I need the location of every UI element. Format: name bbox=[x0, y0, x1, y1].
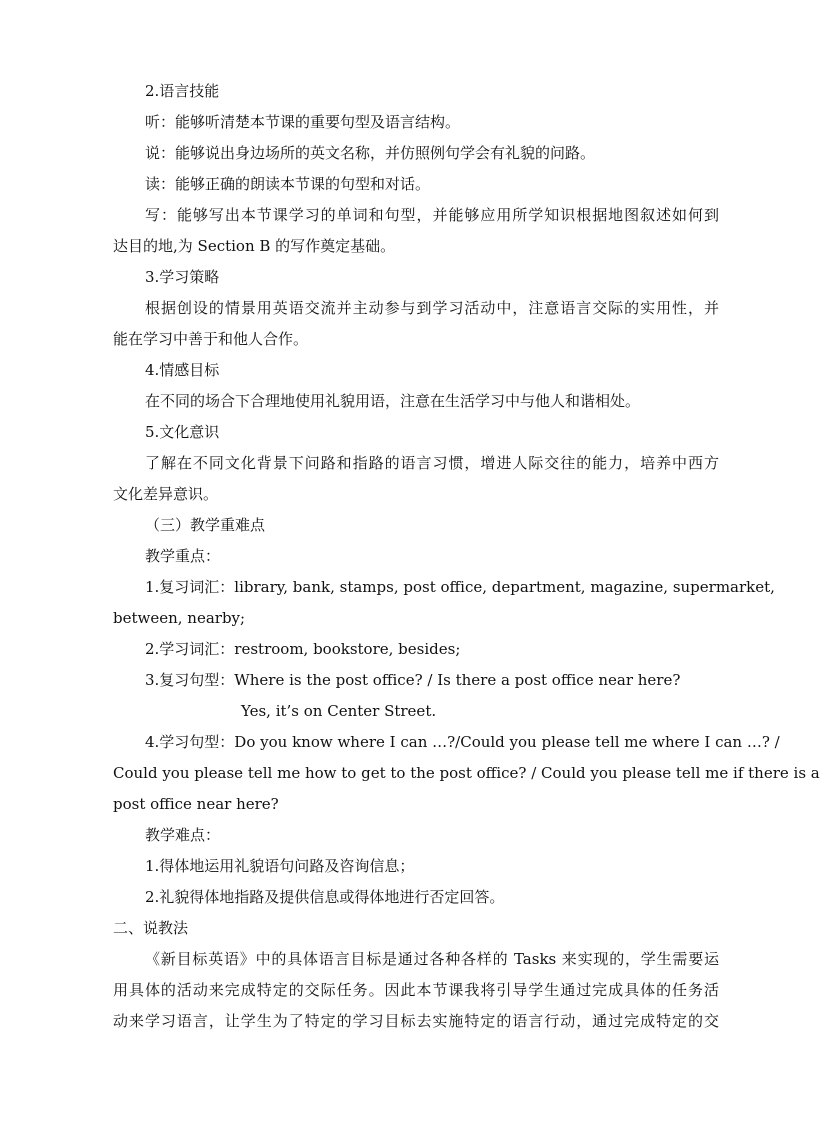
heading-emotional-goal: 4.情感目标 bbox=[145, 361, 220, 379]
heading-cultural-awareness: 5.文化意识 bbox=[145, 423, 220, 441]
learn-sentences-line-3: post office near here? bbox=[113, 795, 279, 813]
learn-vocabulary: 2.学习词汇：restroom, bookstore, besides; bbox=[145, 640, 461, 658]
emotional-paragraph: 在不同的场合下合理地使用礼貌用语，注意在生活学习中与他人和谐相处。 bbox=[145, 392, 641, 410]
difficult-point-2: 2.礼貌得体地指路及提供信息或得体地进行否定回答。 bbox=[145, 888, 505, 906]
culture-paragraph-line-2: 文化差异意识。 bbox=[113, 485, 219, 503]
difficult-point-1: 1.得体地运用礼貌语句问路及咨询信息； bbox=[145, 857, 415, 875]
learn-sentences-line-2: Could you please tell me how to get to the post office? / Could you please tell me if there is a bbox=[113, 764, 820, 782]
review-vocabulary-line-2: between, nearby; bbox=[113, 609, 246, 627]
method-paragraph-line-3: 动来学习语言，让学生为了特定的学习目标去实施特定的语言行动，通过完成特定的交 bbox=[113, 1012, 719, 1030]
writing-paragraph-line-2: 达目的地,为 Section B 的写作奠定基础。 bbox=[113, 237, 396, 255]
heading-key-difficult-points: （三）教学重难点 bbox=[145, 516, 266, 534]
heading-teaching-method: 二、说教法 bbox=[113, 919, 189, 937]
review-vocabulary-line-1: 1.复习词汇：library, bank, stamps, post office, department, magazine, supermarket, bbox=[145, 578, 775, 596]
writing-paragraph-line-1: 写：能够写出本节课学习的单词和句型，并能够应用所学知识根据地图叙述如何到 bbox=[145, 206, 719, 224]
document-page bbox=[113, 76, 820, 1037]
heading-learning-strategy: 3.学习策略 bbox=[145, 268, 220, 286]
learn-sentences-line-1: 4.学习句型：Do you know where I can …?/Could you please tell me where I can …? / bbox=[145, 733, 780, 751]
review-sentences-answer: Yes, it’s on Center Street. bbox=[241, 702, 437, 720]
subheading-difficult-points: 教学难点： bbox=[145, 826, 221, 844]
method-paragraph-line-2: 用具体的活动来完成特定的交际任务。因此本节课我将引导学生通过完成具体的任务活 bbox=[113, 981, 719, 999]
culture-paragraph-line-1: 了解在不同文化背景下问路和指路的语言习惯，增进人际交往的能力，培养中西方 bbox=[145, 454, 719, 472]
strategy-paragraph-line-2: 能在学习中善于和他人合作。 bbox=[113, 330, 309, 348]
strategy-paragraph-line-1: 根据创设的情景用英语交流并主动参与到学习活动中，注意语言交际的实用性，并 bbox=[145, 299, 719, 317]
method-paragraph-line-1: 《新目标英语》中的具体语言目标是通过各种各样的 Tasks 来实现的，学生需要运 bbox=[145, 950, 719, 968]
review-sentences: 3.复习句型：Where is the post office? / Is there a post office near here? bbox=[145, 671, 681, 689]
reading-paragraph: 读：能够正确的朗读本节课的句型和对话。 bbox=[145, 175, 431, 193]
listening-paragraph: 听：能够听清楚本节课的重要句型及语言结构。 bbox=[145, 113, 461, 131]
speaking-paragraph: 说：能够说出身边场所的英文名称，并仿照例句学会有礼貌的问路。 bbox=[145, 144, 596, 162]
subheading-key-points: 教学重点： bbox=[145, 547, 221, 565]
heading-language-skills: 2.语言技能 bbox=[145, 82, 220, 100]
